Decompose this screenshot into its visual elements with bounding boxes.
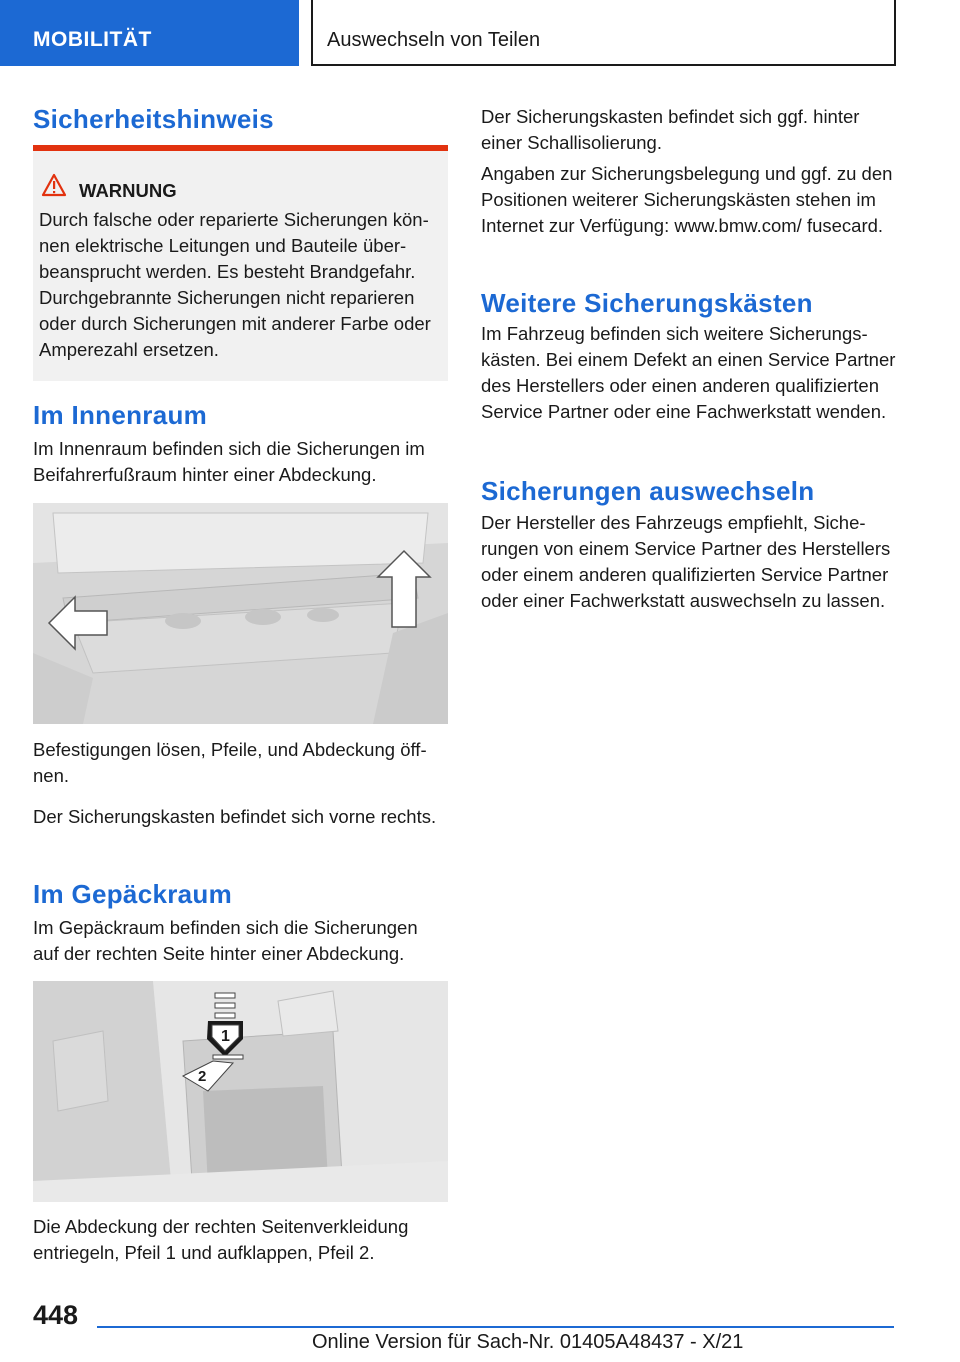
- interior-text: Im Innenraum befinden sich die Sicherungen im Beifahrerfußraum hinter einer Abdeckung.: [33, 438, 425, 485]
- right-intro-2: Angaben zur Sicherungsbelegung und ggf. zu den Positionen weiterer Sicherungskästen stehen im Internet zur Verfügung: www.bmw.com/ fusecard.: [481, 163, 893, 236]
- footer-divider: [97, 1326, 894, 1328]
- warning-text: Durch falsche oder reparierte Sicherungen können elektrische Leitungen und Bauteile überbeansprucht werden. Es besteht Brandgefahr. Durchgebrannte Sicherungen nicht reparieren oder durch Sicherungen mit anderer Farbe oder Amperezahl ersetzen.: [39, 209, 431, 360]
- right-intro-1: Der Sicherungskasten befindet sich ggf. hinter einer Schallisolierung.: [481, 106, 860, 153]
- interior-illustration: [33, 503, 448, 724]
- footer-version: Online Version für Sach-Nr. 01405A48437 - X/21: [312, 1331, 744, 1353]
- more-fuseboxes-heading: Weitere Sicherungskästen: [481, 288, 813, 318]
- trunk-heading: Im Gepäckraum: [33, 879, 232, 909]
- interior-location: Der Sicherungskasten befindet sich vorne rechts.: [33, 806, 437, 827]
- header-section-label: MOBILITÄT: [33, 28, 152, 51]
- header-chapter-label: Auswechseln von Teilen: [327, 29, 541, 51]
- warning-box: [33, 145, 448, 381]
- trunk-illustration: [33, 981, 448, 1202]
- arrow-label-2: 2: [198, 1068, 207, 1085]
- interior-step: Befestigungen lösen, Pfeile, und Abdeckung öffnen.: [33, 739, 427, 786]
- warning-triangle-icon: [41, 173, 67, 197]
- replace-fuses-text: Der Hersteller des Fahrzeugs empfiehlt, Sicherungen von einem Service Partner des Herstellers oder einem anderen qualifizierten Service Partner oder einer Fachwerkstatt auswechseln zu lassen.: [481, 512, 891, 611]
- interior-heading: Im Innenraum: [33, 400, 208, 430]
- page-number: 448: [33, 1300, 79, 1330]
- replace-fuses-heading: Sicherungen auswechseln: [481, 476, 815, 506]
- warning-title: WARNUNG: [79, 180, 177, 201]
- trunk-text: Im Gepäckraum befinden sich die Sicherungen auf der rechten Seite hinter einer Abdeckung.: [33, 917, 418, 964]
- safety-heading: Sicherheitshinweis: [33, 104, 274, 134]
- trunk-step: Die Abdeckung der rechten Seitenverkleidung entriegeln, Pfeil 1 und aufklappen, Pfeil 2.: [33, 1216, 409, 1263]
- arrow-label-1: 1: [221, 1028, 230, 1045]
- more-fuseboxes-text: Im Fahrzeug befinden sich weitere Sicherungskästen. Bei einem Defekt an einen Service Partner des Herstellers oder einen anderen qualifizierten Service Partner oder eine Fachwerkstatt wenden.: [481, 323, 896, 422]
